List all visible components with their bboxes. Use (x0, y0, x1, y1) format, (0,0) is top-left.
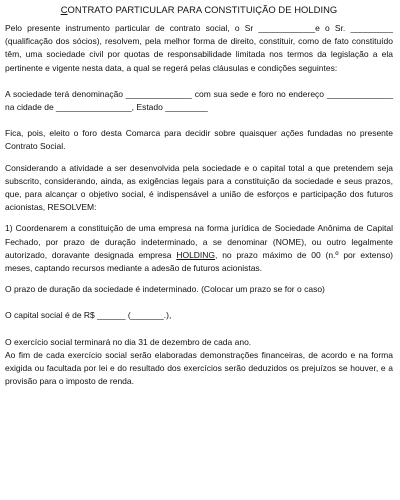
paragraph-capital: O capital social é de R$ ______ (_______.), (5, 310, 172, 321)
paragraph-financial-statements: Ao fim de cada exercício social serão elaboradas demonstrações financeiras, de acordo e na forma exigida ou facultada por lei e do resultado dos exercícios serão deduzidos os prejuízos se houver, e a provisão para o imposto de renda. (5, 349, 393, 387)
paragraph-preamble: Pelo presente instrumento particular de contrato social, o Sr ____________e o Sr. _________ (qualificação dos sócios), resolvem, pela melhor forma de direito, constituir, como de fato constituído têm, uma sociedade civil por quotas de responsabilidade limitada nos termos da legislação a ela pertinente e vigente nesta data, a qual se regerá pelas cláusulas e condições seguintes: (5, 23, 393, 73)
title-text: ONTRATO PARTICULAR PARA CONSTITUIÇÃO DE HOLDING (67, 4, 338, 15)
paragraph-considering: Considerando a atividade a ser desenvolvida pela sociedade e o capital total a que pretendem seja subscrito, considerando, ainda, as exigências legais para a constituição da sociedade e seus prazos, que, para alcançar o objetivo social, é indispensável a união de esforços e participação dos futuros acionistas, RESOLVEM: (5, 162, 393, 213)
holding-term: HOLDING (176, 249, 216, 260)
clause-1-text-end: , no prazo máximo de 00 (n.º por extenso) meses, captando recursos mediante a adesão de futuros acionistas. (5, 249, 393, 274)
clause-1-text-start: 1) Coordenarem a constituição de uma empresa na forma jurídica de Sociedade Anônima de Capital Fechado, por prazo de duração indeterminado, a se denominar (NOME), ou outro legalmente autorizado, doravante designada empresa (5, 223, 393, 260)
paragraph-jurisdiction: Fica, pois, eleito o foro desta Comarca para decidir sobre quaisquer ações fundadas no presente Contrato Social. (5, 128, 393, 152)
paragraph-fiscal-year: O exercício social terminará no dia 31 de dezembro de cada ano. (5, 336, 252, 347)
paragraph-clause-1 (5, 222, 393, 275)
paragraph-denomination: A sociedade terá denominação ______________ com sua sede e foro no endereço ______________ na cidade de ________________, Estado _________ (5, 88, 393, 113)
paragraph-duration: O prazo de duração da sociedade é indeterminado. (Colocar um prazo se for o caso) (5, 284, 325, 295)
document-title (5, 3, 393, 17)
title-first-letter: C (60, 4, 68, 15)
